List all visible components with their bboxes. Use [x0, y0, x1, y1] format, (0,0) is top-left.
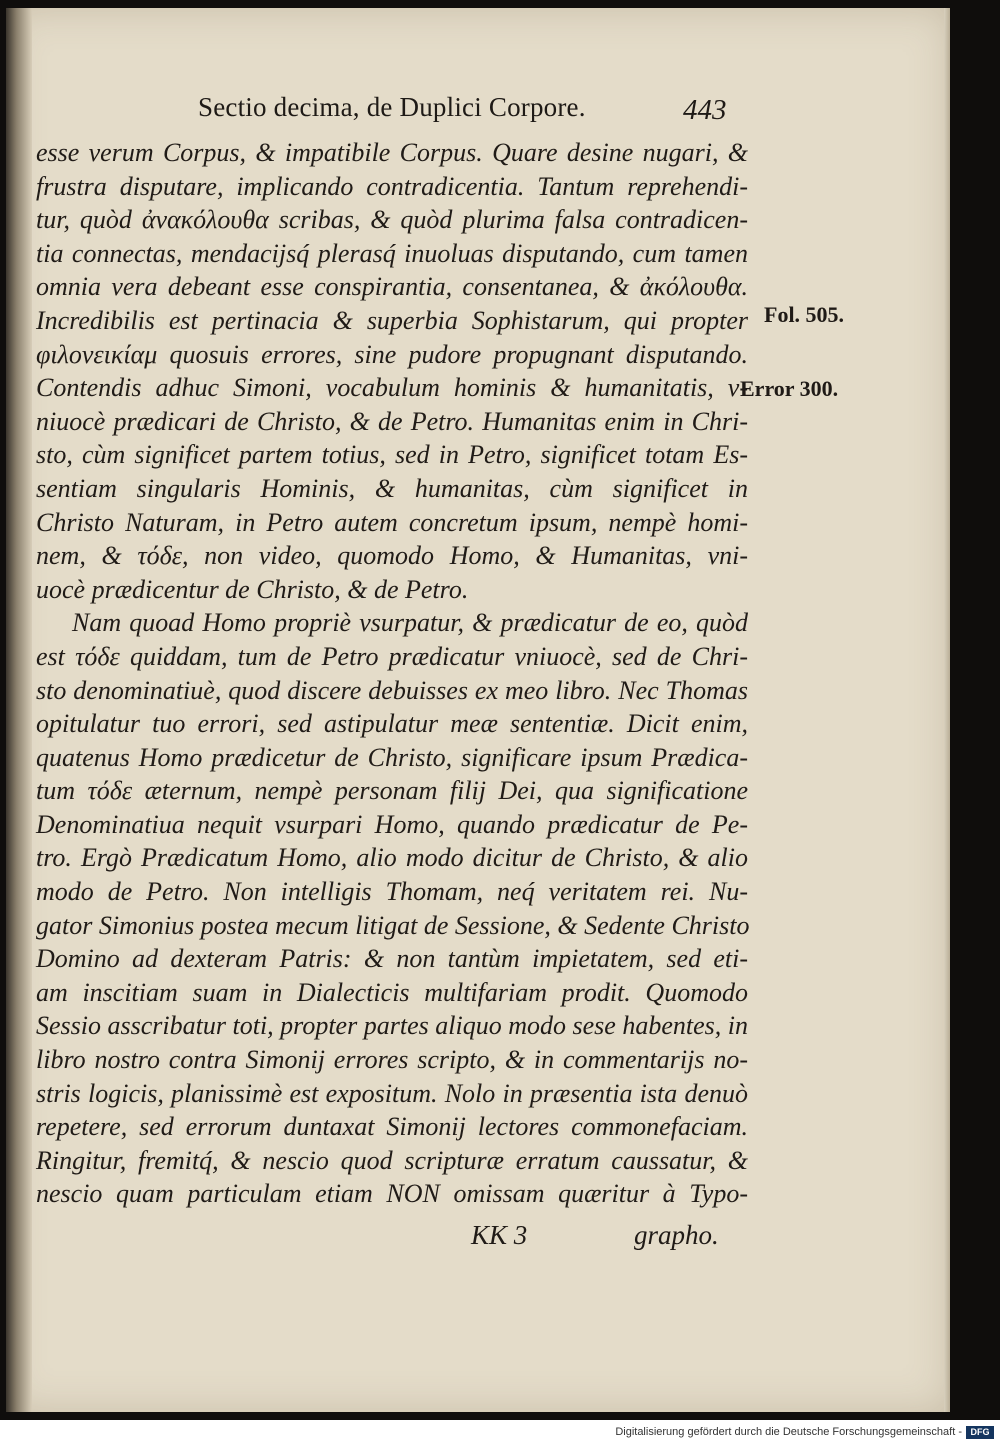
text-line: nescio quam particulam etiam NON omissam quæritur à Typo-	[36, 1179, 748, 1209]
page-edge	[944, 8, 950, 1412]
text-line: quatenus Homo prædicetur de Christo, significare ipsum Prædica-	[36, 742, 748, 772]
text-line: tur, quòd ἀνακόλουθα scribas, & quòd plurima falsa contradicen-	[36, 205, 748, 235]
page-header	[6, 92, 950, 132]
text-line: frustra disputare, implicando contradicentia. Tantum reprehendi-	[36, 171, 748, 201]
text-line: tum τόδε æternum, nempè personam filij Dei, qua significatione	[36, 776, 748, 806]
running-head: Sectio decima, de Duplici Corpore.	[198, 92, 586, 122]
dfg-logo-icon: DFG	[966, 1426, 994, 1439]
text-line: Domino ad dexteram Patris: & non tantùm impietatem, sed eti-	[36, 944, 748, 974]
text-line: stris logicis, planissimè est expositum. Nolo in præsentia ista denuò	[36, 1078, 748, 1108]
text-line: uocè prædicentur de Christo, & de Petro.	[36, 574, 469, 604]
signature-mark: KK 3	[471, 1220, 528, 1250]
page-gutter-shadow	[6, 8, 32, 1412]
text-line: omnia vera debeant esse conspirantia, consentanea, & ἀκόλουθα.	[36, 272, 748, 302]
text-line: gator Simonius postea mecum litigat de Sessione, & Sedente Christo	[36, 910, 750, 940]
catchword: grapho.	[634, 1220, 719, 1250]
text-line: nem, & τόδε, non video, quomodo Homo, & Humanitas, vni-	[36, 541, 748, 571]
text-line: sto denominatiuè, quod discere debuisses ex meo libro. Nec Thomas	[36, 675, 748, 705]
text-line: opitulatur tuo errori, sed astipulatur meæ sententiæ. Dicit enim,	[36, 709, 748, 739]
text-line: est τόδε quiddam, tum de Petro prædicatur vniuocè, sed de Chri-	[36, 641, 748, 671]
marginal-note-folio: Fol. 505.	[764, 302, 845, 327]
text-line: tia connectas, mendacijsq́ plerasq́ inuoluas disputando, cum tamen	[36, 238, 748, 268]
book-page	[6, 8, 950, 1412]
paragraph-first-line: Nam quoad Homo propriè vsurpatur, & prædicatur de eo, quòd	[72, 608, 748, 638]
funding-credit: Digitalisierung gefördert durch die Deutsche Forschungsgemeinschaft -	[615, 1426, 962, 1438]
text-line: Denominatiua nequit vsurpari Homo, quando prædicatur de Pe-	[36, 809, 748, 839]
text-line: esse verum Corpus, & impatibile Corpus. Quare desine nugari, &	[36, 138, 748, 167]
text-line: sto, cùm significet partem totius, sed in Petro, significet totam Es-	[36, 440, 748, 470]
text-line: libro nostro contra Simonij errores scripto, & in commentarijs no-	[36, 1045, 748, 1075]
text-line: niuocè prædicari de Christo, & de Petro. Humanitas enim in Chri-	[36, 406, 748, 436]
marginal-note-error: Error 300.	[740, 376, 839, 401]
page-footer	[6, 1220, 950, 1260]
page-number: 443	[683, 94, 727, 126]
text-line: Christo Naturam, in Petro autem concretum ipsum, nempè homi-	[36, 507, 748, 537]
text-line: Incredibilis est pertinacia & superbia Sophistarum, qui propter	[36, 305, 748, 335]
text-line: φιλονεικίαμ quosuis errores, sine pudore propugnant disputando.	[36, 339, 748, 369]
body-text	[36, 136, 748, 1211]
text-line: sentiam singularis Hominis, & humanitas, cùm significet in	[36, 473, 748, 503]
text-line: Ringitur, fremitq́, & nescio quod scripturæ erratum caussatur, &	[36, 1145, 748, 1175]
text-line: modo de Petro. Non intelligis Thomam, neq́ veritatem rei. Nu-	[36, 877, 748, 907]
credit-bar	[0, 1420, 1000, 1445]
text-line: Sessio asscribatur toti, propter partes aliquo modo sese habentes, in	[36, 1011, 748, 1041]
text-line: tro. Ergò Prædicatum Homo, alio modo dicitur de Christo, & alio	[36, 843, 748, 873]
text-line: am inscitiam suam in Dialecticis multifariam prodit. Quomodo	[36, 977, 748, 1007]
text-line: Contendis adhuc Simoni, vocabulum hominis & humanitatis, v-	[36, 373, 748, 403]
text-line: repetere, sed errorum duntaxat Simonij lectores commonefaciam.	[36, 1112, 748, 1142]
